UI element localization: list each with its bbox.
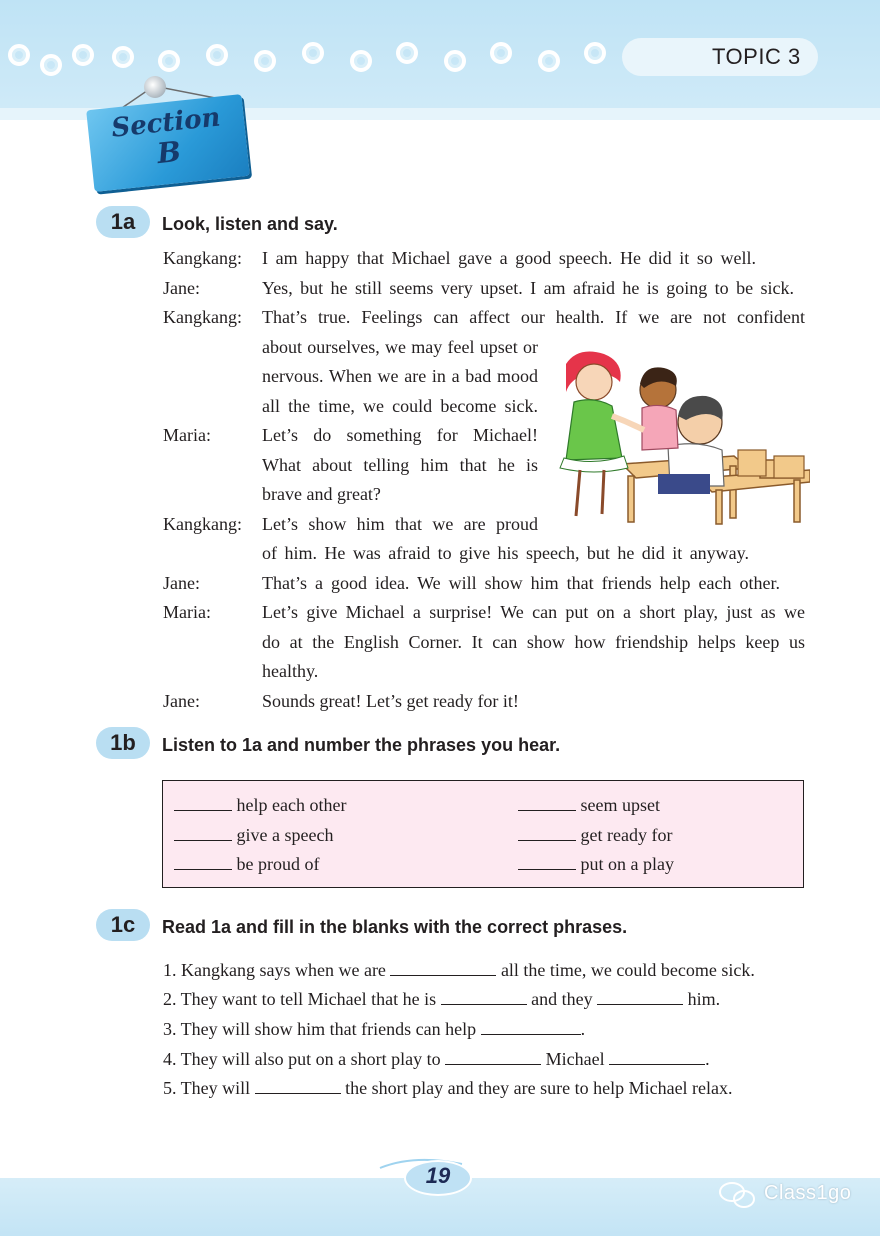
- ring-decoration: [584, 42, 606, 64]
- phrase-item: [174, 853, 319, 875]
- speaker-label: Jane:: [163, 573, 200, 593]
- phrase-text: seem upset: [580, 795, 660, 815]
- answer-blank[interactable]: [597, 988, 683, 1005]
- dialogue-line: I am happy that Michael gave a good speech. He did it so well.: [262, 248, 756, 268]
- dialogue-line: of him. He was afraid to give his speech, but he did it anyway.: [262, 543, 749, 563]
- ring-decoration: [396, 42, 418, 64]
- pin-icon: [144, 76, 166, 98]
- phrase-text: be proud of: [236, 854, 320, 874]
- answer-blank[interactable]: [174, 824, 232, 841]
- answer-blank[interactable]: [518, 853, 576, 870]
- answer-blank[interactable]: [609, 1048, 705, 1065]
- section-letter: B: [155, 134, 183, 171]
- ring-decoration: [350, 50, 372, 72]
- dialogue-line: all the time, we could become sick.: [262, 396, 538, 416]
- heading-1c: Read 1a and fill in the blanks with the correct phrases.: [162, 917, 628, 937]
- ring-decoration: [158, 50, 180, 72]
- dialogue-line: Let’s show him that we are proud: [262, 514, 538, 534]
- phrase-item: [174, 794, 346, 816]
- topic-label: TOPIC 3: [712, 44, 801, 69]
- dialogue-line: do at the English Corner. It can show how friendship helps keep us: [262, 632, 805, 652]
- dialogue-line: Let’s give Michael a surprise! We can put on a short play, just as we: [262, 602, 805, 622]
- dialogue-line: brave and great?: [262, 484, 381, 504]
- badge-1b: 1b: [96, 727, 150, 759]
- speaker-label: Kangkang:: [163, 307, 242, 327]
- answer-blank[interactable]: [481, 1018, 581, 1035]
- section-sign-board: [86, 94, 250, 192]
- dialogue-line: about ourselves, we may feel upset or: [262, 337, 538, 357]
- question-2: 2. They want to tell Michael that he is and they him.: [163, 989, 721, 1009]
- dialogue-line: nervous. When we are in a bad mood: [262, 366, 538, 386]
- ring-decoration: [206, 44, 228, 66]
- dialogue-line: Yes, but he still seems very upset. I am afraid he is going to be sick.: [262, 278, 794, 298]
- phrase-item: [518, 824, 672, 846]
- phrase-item: [174, 824, 333, 846]
- answer-blank[interactable]: [445, 1048, 541, 1065]
- ring-decoration: [72, 44, 94, 66]
- phrase-text: get ready for: [580, 825, 673, 845]
- badge-1a: 1a: [96, 206, 150, 238]
- ring-decoration: [538, 50, 560, 72]
- students-illustration: [548, 346, 810, 526]
- question-3: 3. They will show him that friends can help .: [163, 1019, 586, 1039]
- badge-1c: 1c: [96, 909, 150, 941]
- answer-blank[interactable]: [441, 988, 527, 1005]
- dialogue-line: That’s a good idea. We will show him that friends help each other.: [262, 573, 780, 593]
- ring-decoration: [302, 42, 324, 64]
- dialogue-line: healthy.: [262, 661, 319, 681]
- watermark-text: Class1go: [764, 1182, 852, 1204]
- answer-blank[interactable]: [174, 853, 232, 870]
- dialogue-line: Let’s do something for Michael!: [262, 425, 538, 445]
- dialogue-line: That’s true. Feelings can affect our health. If we are not confident: [262, 307, 805, 327]
- speaker-label: Kangkang:: [163, 514, 242, 534]
- phrase-text: help each other: [236, 795, 347, 815]
- curly-girl-figure: [640, 367, 678, 450]
- question-1: 1. Kangkang says when we are all the time, we could become sick.: [163, 960, 755, 980]
- speaker-label: Jane:: [163, 278, 200, 298]
- answer-blank[interactable]: [255, 1077, 341, 1094]
- heading-1a: Look, listen and say.: [162, 214, 338, 234]
- phrase-text: give a speech: [236, 825, 334, 845]
- question-4: 4. They will also put on a short play to Michael .: [163, 1049, 710, 1069]
- speaker-label: Jane:: [163, 691, 200, 711]
- phrase-item: [518, 853, 674, 875]
- ring-decoration: [490, 42, 512, 64]
- dialogue-line: What about telling him that he is: [262, 455, 538, 475]
- ring-decoration: [8, 44, 30, 66]
- answer-blank[interactable]: [518, 824, 576, 841]
- section-word: Section: [110, 102, 222, 144]
- ring-decoration: [254, 50, 276, 72]
- answer-blank[interactable]: [174, 794, 232, 811]
- ring-decoration: [112, 46, 134, 68]
- speaker-label: Kangkang:: [163, 248, 242, 268]
- phrase-item: [518, 794, 660, 816]
- ring-decoration: [40, 54, 62, 76]
- heading-1b: Listen to 1a and number the phrases you hear.: [162, 735, 561, 755]
- question-5: 5. They will the short play and they are sure to help Michael relax.: [163, 1078, 733, 1098]
- dialogue-line: Sounds great! Let’s get ready for it!: [262, 691, 519, 711]
- answer-blank[interactable]: [518, 794, 576, 811]
- answer-blank[interactable]: [390, 959, 496, 976]
- speaker-label: Maria:: [163, 602, 211, 622]
- wechat-icon: [718, 1180, 758, 1210]
- ring-decoration: [444, 50, 466, 72]
- phrase-text: put on a play: [580, 854, 674, 874]
- speaker-label: Maria:: [163, 425, 211, 445]
- page-number: 19: [425, 1163, 451, 1188]
- section-sign: [86, 72, 256, 202]
